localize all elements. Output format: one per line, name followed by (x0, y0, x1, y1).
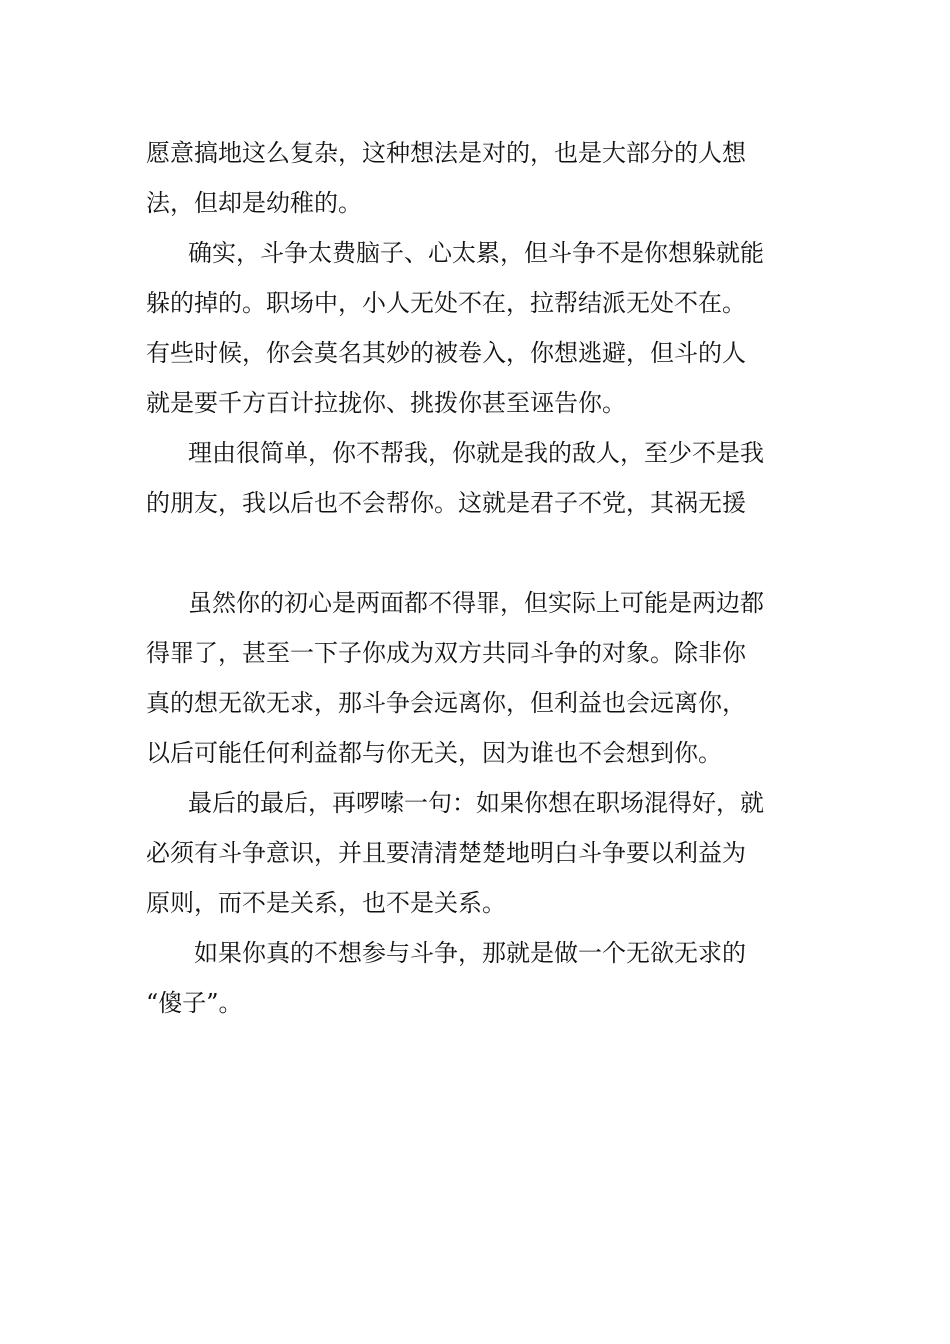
text-line: 必须有斗争意识，并且要清清楚楚地明白斗争要以利益为 (146, 839, 746, 867)
text-line: 就是要千方百计拉拢你、挑拨你甚至诬告你。 (146, 389, 626, 417)
text-line: 愿意搞地这么复杂，这种想法是对的，也是大部分的人想 (146, 139, 746, 167)
text-line: 原则，而不是关系，也不是关系。 (146, 889, 506, 917)
text-line: “傻子”。 (146, 989, 243, 1017)
text-line: 以后可能任何利益都与你无关，因为谁也不会想到你。 (146, 739, 722, 767)
paragraph-gap (146, 528, 810, 578)
text-line: 有些时候，你会莫名其妙的被卷入，你想逃避，但斗的人 (146, 339, 746, 367)
text-line: 法，但却是幼稚的。 (146, 189, 362, 217)
text-line: 真的想无欲无求，那斗争会远离你，但利益也会远离你， (146, 689, 746, 717)
paragraph-start-line: 最后的最后，再啰嗦一句：如果你想在职场混得好，就 (188, 789, 764, 817)
text-line: 的朋友，我以后也不会帮你。这就是君子不党，其祸无援 (146, 489, 746, 517)
text-line: 得罪了，甚至一下子你成为双方共同斗争的对象。除非你 (146, 639, 746, 667)
document-body (146, 128, 810, 1028)
paragraph-start-line: 理由很简单，你不帮我，你就是我的敌人，至少不是我 (188, 439, 764, 467)
paragraph-start-line: 如果你真的不想参与斗争，那就是做一个无欲无求的 (194, 939, 746, 967)
text-line: 躲的掉的。职场中，小人无处不在，拉帮结派无处不在。 (146, 289, 746, 317)
paragraph-start-line: 虽然你的初心是两面都不得罪，但实际上可能是两边都 (188, 589, 764, 617)
paragraph-start-line: 确实，斗争太费脑子、心太累，但斗争不是你想躲就能 (188, 239, 764, 267)
